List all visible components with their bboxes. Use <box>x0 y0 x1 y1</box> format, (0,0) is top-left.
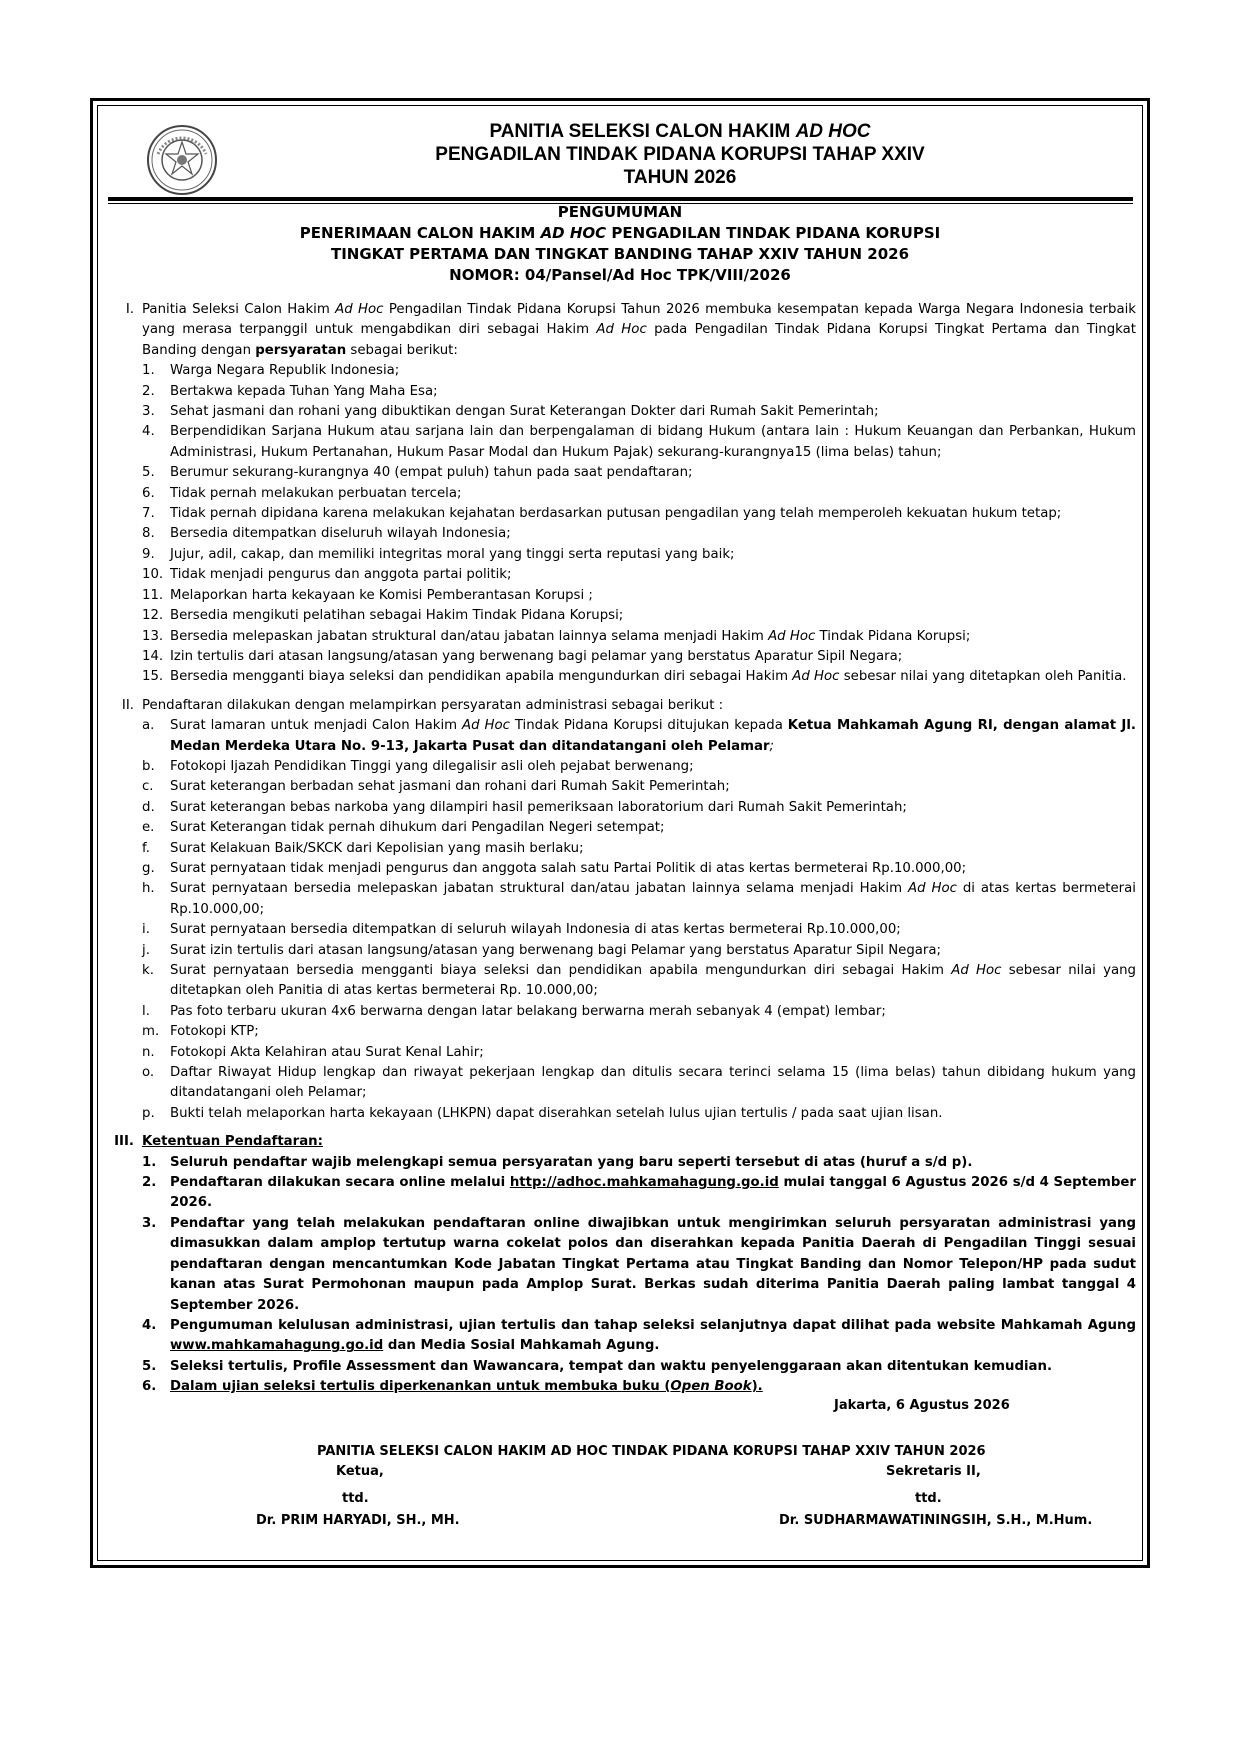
list-item <box>142 879 1136 920</box>
list-item <box>142 484 1136 504</box>
list-item <box>142 402 1136 422</box>
list-item <box>142 1104 1136 1124</box>
requirements-list <box>142 361 1136 688</box>
section-number: III. <box>114 1134 134 1150</box>
list-marker: 3. <box>142 1215 157 1231</box>
list-marker: e. <box>142 820 155 836</box>
list-item <box>142 1173 1136 1214</box>
list-item <box>142 545 1136 565</box>
list-item <box>142 565 1136 585</box>
chair-name: Dr. PRIM HARYADI, SH., MH. <box>256 1513 460 1528</box>
list-item <box>142 818 1136 838</box>
list-text: Seleksi tertulis, Profile Assessment dan Wawancara, tempat dan waktu penyelenggaraan akan ditentukan kemudian. <box>170 1358 1053 1374</box>
section-heading: Ketentuan Pendaftaran: <box>142 1134 323 1150</box>
list-text: Surat Keterangan tidak pernah dihukum dari Pengadilan Negeri setempat; <box>170 820 665 836</box>
list-marker: 2. <box>142 1175 157 1191</box>
list-text: Melaporkan harta kekayaan ke Komisi Pemberantasan Korupsi ; <box>170 587 593 603</box>
list-item <box>142 667 1136 687</box>
list-text: Bersedia mengganti biaya seleksi dan pendidikan apabila mengundurkan diri sebagai Hakim Ad Hoc sebesar nilai yang ditetapkan oleh Panitia. <box>170 669 1127 685</box>
announcement-number: NOMOR: 04/Pansel/Ad Hoc TPK/VIII/2026 <box>449 266 791 284</box>
mahkamah-agung-seal-icon <box>146 124 218 196</box>
list-text: Surat pernyataan bersedia melepaskan jabatan struktural dan/atau jabatan lainnya selama menjadi Hakim Ad Hoc di atas kertas bermeterai Rp.10.000,00; <box>170 881 1136 917</box>
list-text: Surat keterangan berbadan sehat jasmani dan rohani dari Rumah Sakit Pemerintah; <box>170 779 730 795</box>
list-item <box>142 1063 1136 1104</box>
list-item <box>142 1214 1136 1316</box>
list-marker: 15. <box>142 669 164 685</box>
secretary-name: Dr. SUDHARMAWATININGSIH, S.H., M.Hum. <box>779 1513 1093 1528</box>
list-item <box>142 920 1136 940</box>
list-marker: 9. <box>142 546 155 562</box>
list-item <box>142 1153 1136 1173</box>
list-item <box>142 1377 1136 1397</box>
list-item <box>142 941 1136 961</box>
list-text: Bertakwa kepada Tuhan Yang Maha Esa; <box>170 383 438 399</box>
list-marker: 3. <box>142 404 155 420</box>
list-text: Bersedia ditempatkan diseluruh wilayah Indonesia; <box>170 526 511 542</box>
list-marker: i. <box>142 922 150 938</box>
list-text: Pengumuman kelulusan administrasi, ujian tertulis dan tahap seleksi selanjutnya dapat dilihat pada website Mahkamah Agung www.mahkamahagung.go.id dan Media Sosial Mahkamah Agung. <box>170 1317 1136 1354</box>
list-item <box>142 757 1136 777</box>
list-marker: 4. <box>142 424 155 440</box>
list-text: Bersedia mengikuti pelatihan sebagai Hakim Tindak Pidana Korupsi; <box>170 608 624 624</box>
section-intro: Panitia Seleksi Calon Hakim Ad Hoc Pengadilan Tindak Pidana Korupsi Tahun 2026 membuka kesempatan kepada Warga Negara Indonesia terbaik yang merasa terpanggil untuk mengabdikan diri sebagai Hakim Ad Hoc pada Pengadilan Tindak Pidana Korupsi Tingkat Pertama dan Tingkat Banding dengan persyaratan sebagai berikut: <box>142 302 1136 358</box>
list-item <box>142 798 1136 818</box>
list-item <box>142 1043 1136 1063</box>
list-marker: 12. <box>142 608 164 624</box>
list-marker: j. <box>142 942 150 958</box>
list-marker: m. <box>142 1024 160 1040</box>
list-marker: 1. <box>142 1154 157 1170</box>
section-intro: Pendaftaran dilakukan dengan melampirkan persyaratan administrasi sebagai berikut : <box>142 697 724 713</box>
list-text: Pendaftaran dilakukan secara online melalui http://adhoc.mahkamahagung.go.id mulai tanggal 6 Agustus 2026 s/d 4 September 2026. <box>170 1175 1136 1211</box>
chair-role: Ketua, <box>336 1464 384 1479</box>
list-item <box>142 1002 1136 1022</box>
list-text: Pas foto terbaru ukuran 4x6 berwarna dengan latar belakang berwarna merah sebanyak 4 (empat) lembar; <box>170 1003 886 1019</box>
list-text: Surat pernyataan tidak menjadi pengurus dan anggota salah satu Partai Politik di atas kertas bermeterai Rp.10.000,00; <box>170 860 967 876</box>
list-text: Tidak pernah melakukan perbuatan tercela; <box>170 485 462 501</box>
list-marker: g. <box>142 860 155 876</box>
list-text: Bukti telah melaporkan harta kekayaan (LHKPN) dapat diserahkan setelah lulus ujian tertulis / pada saat ujian lisan. <box>170 1105 943 1121</box>
list-item <box>142 777 1136 797</box>
list-item <box>142 504 1136 524</box>
list-marker: 5. <box>142 465 155 481</box>
list-marker: 7. <box>142 506 155 522</box>
list-marker: c. <box>142 779 154 795</box>
list-item <box>142 647 1136 667</box>
document-body <box>108 300 1136 1398</box>
list-item <box>142 1357 1136 1377</box>
header-rule-thick <box>108 197 1133 201</box>
list-item <box>142 1316 1136 1357</box>
secretary-role: Sekretaris II, <box>886 1464 981 1479</box>
list-item <box>142 422 1136 463</box>
list-item <box>142 627 1136 647</box>
list-item <box>142 1022 1136 1042</box>
list-marker: 6. <box>142 1379 157 1395</box>
list-text: Surat pernyataan bersedia ditempatkan di seluruh wilayah Indonesia di atas kertas bermeterai Rp.10.000,00; <box>170 922 901 938</box>
list-item <box>142 606 1136 626</box>
list-text: Fotokopi KTP; <box>170 1024 259 1040</box>
list-marker: b. <box>142 758 155 774</box>
list-text: Surat lamaran untuk menjadi Calon Hakim Ad Hoc Tindak Pidana Korupsi ditujukan kepada Ketua Mahkamah Agung RI, dengan alamat Jl. Medan Merdeka Utara No. 9-13, Jakarta Pusat dan ditandatangani oleh Pelamar; <box>170 718 1136 754</box>
list-text: Daftar Riwayat Hidup lengkap dan riwayat pekerjaan lengkap dan ditulis secara terinci selama 15 (lima belas) tahun dibidang hukum yang ditandatangani oleh Pelamar; <box>170 1065 1136 1101</box>
list-text: Pendaftar yang telah melakukan pendaftaran online diwajibkan untuk mengirimkan seluruh persyaratan administrasi yang dimasukkan dalam amplop tertutup warna cokelat polos dan diserahkan kepada Panitia Daerah di Pengadilan Tinggi sesuai pendaftaran dengan mencantumkan Kode Jabatan Tingkat Pertama atau Tingkat Banding dan Nomor Telepon/HP pada sudut kanan atas Surat Permohonan maupun pada Amplop Surat. Berkas sudah diterima Panitia Daerah paling lambat tanggal 4 September 2026. <box>170 1215 1136 1313</box>
announcement-title: PENGUMUMAN <box>557 203 683 221</box>
list-text: Berumur sekurang-kurangnya 40 (empat puluh) tahun pada saat pendaftaran; <box>170 465 693 481</box>
list-item <box>142 361 1136 381</box>
header-line-2: PENGADILAN TINDAK PIDANA KORUPSI TAHAP XXIV <box>435 144 925 165</box>
list-text: Fotokopi Ijazah Pendidikan Tinggi yang dilegalisir asli oleh pejabat berwenang; <box>170 758 694 774</box>
list-text: Izin tertulis dari atasan langsung/atasan yang berwenang bagi pelamar yang berstatus Aparatur Sipil Negara; <box>170 648 903 664</box>
list-item <box>142 463 1136 483</box>
list-marker: 4. <box>142 1317 157 1333</box>
list-text: Surat pernyataan bersedia mengganti biaya seleksi dan pendidikan apabila mengundurkan diri sebagai Hakim Ad Hoc sebesar nilai yang ditetapkan oleh Panitia di atas kertas bermeterai Rp. 10.000,00; <box>170 963 1137 999</box>
list-item <box>142 961 1136 1002</box>
list-item <box>142 586 1136 606</box>
header-line-3: TAHUN 2026 <box>623 167 737 188</box>
list-marker: k. <box>142 963 154 978</box>
list-text: Warga Negara Republik Indonesia; <box>170 363 400 379</box>
secretary-ttd: ttd. <box>915 1491 942 1506</box>
list-item <box>142 382 1136 402</box>
list-text: Sehat jasmani dan rohani yang dibuktikan dengan Surat Keterangan Dokter dari Rumah Sakit Pemerintah; <box>170 404 879 420</box>
list-text: Surat Kelakuan Baik/SKCK dari Kepolisian yang masih berlaku; <box>170 840 584 856</box>
list-marker: p. <box>142 1105 155 1121</box>
list-marker: h. <box>142 881 155 897</box>
list-marker: 10. <box>142 567 164 583</box>
list-text: Dalam ujian seleksi tertulis diperkenankan untuk membuka buku (Open Book). <box>170 1379 763 1395</box>
list-marker: 5. <box>142 1358 157 1374</box>
committee-name: PANITIA SELEKSI CALON HAKIM AD HOC TINDAK PIDANA KORUPSI TAHAP XXIV TAHUN 2026 <box>317 1444 986 1459</box>
list-text: Surat izin tertulis dari atasan langsung/atasan yang berwenang bagi Pelamar yang berstatus Aparatur Sipil Negara; <box>170 942 942 958</box>
announcement-subtitle-2: TINGKAT PERTAMA DAN TINGKAT BANDING TAHAP XXIV TAHUN 2026 <box>330 245 910 263</box>
list-text: Jujur, adil, cakap, dan memiliki integritas moral yang tinggi serta reputasi yang baik; <box>170 546 735 562</box>
list-marker: f. <box>142 840 150 856</box>
announcement-subtitle-1: PENERIMAAN CALON HAKIM AD HOC PENGADILAN TINDAK PIDANA KORUPSI <box>299 224 941 242</box>
section-number: II. <box>121 697 134 713</box>
list-text: Berpendidikan Sarjana Hukum atau sarjana lain dan berpengalaman di bidang Hukum (antara lain : Hukum Keuangan dan Perbankan, Hukum Administrasi, Hukum Pertanahan, Hukum Pasar Modal dan Hukum Pajak) sekurang-kurangnya15 (lima belas) tahun; <box>170 424 1136 460</box>
section-requirements <box>108 300 1136 688</box>
section-provisions <box>108 1132 1136 1397</box>
list-marker: 2. <box>142 383 155 399</box>
section-number: I. <box>125 302 134 317</box>
list-marker: a. <box>142 718 155 734</box>
list-marker: d. <box>142 799 155 815</box>
registration-link[interactable]: http://adhoc.mahkamahagung.go.id <box>509 1175 779 1191</box>
list-text: Surat keterangan bebas narkoba yang dilampiri hasil pemeriksaan laboratorium dari Rumah Sakit Pemerintah; <box>170 799 907 815</box>
list-item <box>142 524 1136 544</box>
list-marker: n. <box>142 1044 155 1060</box>
list-marker: o. <box>142 1065 155 1081</box>
header-line-1: PANITIA SELEKSI CALON HAKIM AD HOC <box>489 121 871 142</box>
list-text: Fotokopi Akta Kelahiran atau Surat Kenal Lahir; <box>170 1044 484 1060</box>
list-marker: 8. <box>142 526 155 542</box>
list-text: Tidak pernah dipidana karena melakukan kejahatan berdasarkan putusan pengadilan yang telah memperoleh kekuatan hukum tetap; <box>170 506 1062 522</box>
list-item <box>142 859 1136 879</box>
list-marker: l. <box>142 1003 150 1019</box>
website-link[interactable]: www.mahkamahagung.go.id <box>170 1338 384 1354</box>
list-marker: 11. <box>142 587 164 603</box>
list-text: Bersedia melepaskan jabatan struktural dan/atau jabatan lainnya selama menjadi Hakim Ad Hoc Tindak Pidana Korupsi; <box>170 628 971 644</box>
documents-list <box>142 757 1136 1124</box>
list-item <box>142 716 1136 757</box>
place-date: Jakarta, 6 Agustus 2026 <box>834 1398 1010 1413</box>
section-documents <box>108 696 1136 1125</box>
list-marker: 1. <box>142 363 155 379</box>
chair-ttd: ttd. <box>342 1491 369 1506</box>
list-marker: 14. <box>142 648 164 664</box>
list-item <box>142 839 1136 859</box>
list-marker: 6. <box>142 485 155 501</box>
list-marker: 13. <box>142 628 164 644</box>
list-text: Seluruh pendaftar wajib melengkapi semua persyaratan yang baru seperti tersebut di atas (huruf a s/d p). <box>170 1154 973 1170</box>
list-text: Tidak menjadi pengurus dan anggota partai politik; <box>170 567 512 583</box>
